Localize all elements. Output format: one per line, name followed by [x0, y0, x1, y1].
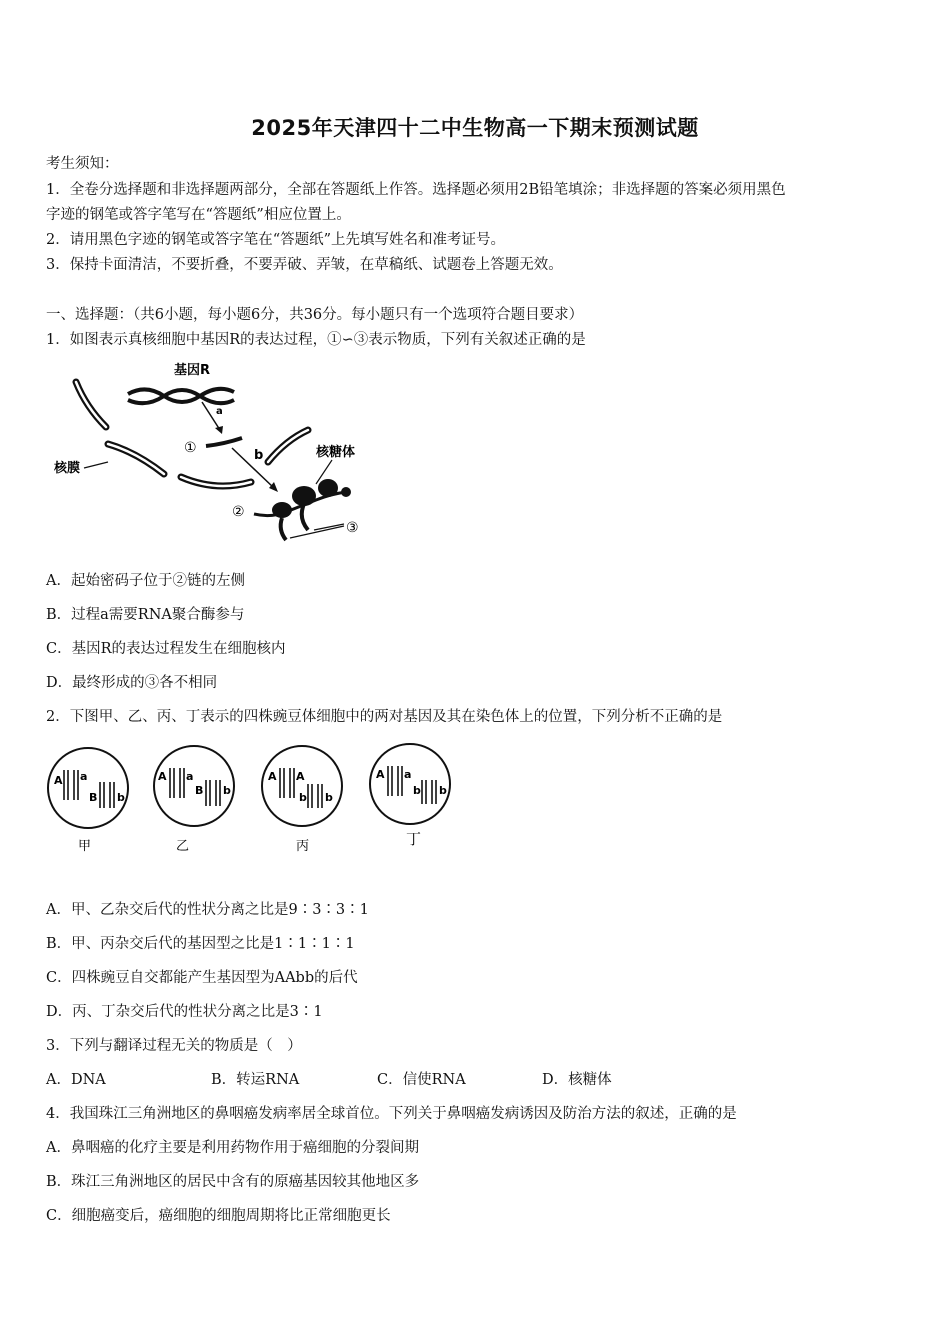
gene-label: B: [89, 791, 98, 804]
notice-item-1-cont: 字迹的钢笔或答字笔写在“答题纸”相应位置上。: [46, 207, 351, 223]
polypeptide: [302, 504, 308, 530]
cell-ding: [370, 744, 450, 848]
gene-label: b: [325, 791, 333, 804]
gene-label: a: [80, 770, 88, 783]
gene-label: B: [195, 784, 204, 797]
cell-yi: [154, 746, 234, 854]
gene-label: A: [296, 770, 305, 783]
nuclear-membrane-label: 核膜: [54, 461, 81, 476]
question-4-option-c: C．细胞癌变后，癌细胞的细胞周期将比正常细胞更长: [46, 1208, 391, 1224]
question-1-stem: 1．如图表示真核细胞中基因R的表达过程，①∽③表示物质，下列有关叙述正确的是: [46, 332, 586, 348]
material-3-label: ③: [346, 520, 359, 536]
question-2-option-a: A．甲、乙杂交后代的性状分离之比是9∶3∶3∶1: [46, 902, 369, 918]
question-4-option-b: B．珠江三角洲地区的居民中含有的原癌基因较其他地区多: [46, 1174, 420, 1190]
nuclear-membrane-segment: [76, 382, 106, 427]
question-1-option-b: B．过程a需要RNA聚合酶参与: [46, 607, 245, 623]
gene-label: b: [117, 791, 125, 804]
ribosome-shape: [292, 486, 316, 506]
question-1-option-c: C．基因R的表达过程发生在细胞核内: [46, 641, 286, 657]
ribosome-shape: [272, 502, 292, 518]
question-3-option-a: A．DNA: [46, 1072, 106, 1088]
polypeptide: [281, 518, 286, 540]
notice-item-2: 2．请用黑色字迹的钢笔或答字笔在“答题纸”上先填写姓名和准考证号。: [46, 232, 506, 248]
page-title: 2025年天津四十二中生物高一下期末预测试题: [251, 116, 699, 140]
gene-label: A: [158, 770, 167, 783]
question-3-option-b: B．转运RNA: [211, 1072, 300, 1088]
notice-item-1: 1．全卷分选择题和非选择题两部分，全部在答题纸上作答。选择题必须用2B铅笔填涂；非选择题的答案必须用黑色: [46, 182, 786, 198]
cell-name-ding: 丁: [406, 830, 422, 848]
gene-label: b: [223, 784, 231, 797]
gene-label: A: [54, 774, 63, 787]
question-4-option-a: A．鼻咽癌的化疗主要是利用药物作用于癌细胞的分裂间期: [46, 1140, 419, 1156]
cell-name-bing: 丙: [296, 839, 310, 854]
nuclear-membrane-segment: [268, 430, 308, 462]
gene-expression-figure: [46, 352, 386, 548]
ribosome-shape: [318, 479, 338, 497]
question-1-option-a: A．起始密码子位于②链的左侧: [46, 573, 245, 589]
process-a-label: a: [216, 406, 223, 417]
question-2-stem: 2．下图甲、乙、丙、丁表示的四株豌豆体细胞中的两对基因及其在染色体上的位置，下列分析不正确的是: [46, 709, 723, 725]
question-2-option-b: B．甲、丙杂交后代的基因型之比是1∶1∶1∶1: [46, 936, 355, 952]
gene-label: b: [439, 784, 447, 797]
notice-item-3: 3．保持卡面清洁，不要折叠，不要弄破、弄皱，在草稿纸、试题卷上答题无效。: [46, 257, 563, 273]
question-4-stem: 4．我国珠江三角洲地区的鼻咽癌发病率居全球首位。下列关于鼻咽癌发病诱因及防治方法的叙述，正确的是: [46, 1106, 737, 1122]
cell-name-jia: 甲: [78, 839, 92, 854]
question-1-option-d: D．最终形成的③各不相同: [46, 675, 218, 691]
gene-label: A: [268, 770, 277, 783]
notice-heading: 考生须知：: [46, 156, 119, 172]
gene-label: a: [186, 770, 194, 783]
question-3-option-d: D．核糖体: [542, 1072, 612, 1088]
question-3-stem: 3．下列与翻译过程无关的物质是（ ）: [46, 1038, 302, 1054]
process-b-label: b: [254, 448, 264, 463]
mrna-strand: [206, 438, 242, 446]
gene-r-label: 基因R: [174, 363, 211, 378]
ribosome-label: 核糖体: [316, 445, 356, 460]
gene-label: A: [376, 768, 385, 781]
cell-name-yi: 乙: [176, 839, 190, 854]
gene-label: a: [404, 768, 412, 781]
question-2-option-c: C．四株豌豆自交都能产生基因型为AAbb的后代: [46, 970, 358, 986]
cell-bing: [262, 746, 342, 854]
cell-jia: [48, 748, 128, 854]
material-1-label: ①: [184, 440, 197, 456]
question-3-option-c: C．信使RNA: [377, 1072, 466, 1088]
pea-cells-figure: [44, 740, 464, 858]
gene-label: b: [413, 784, 421, 797]
section-heading: 一、选择题：（共6小题，每小题6分，共36分。每小题只有一个选项符合题目要求）: [46, 307, 584, 323]
question-2-option-d: D．丙、丁杂交后代的性状分离之比是3∶1: [46, 1004, 323, 1020]
gene-label: b: [299, 791, 307, 804]
material-2-label: ②: [232, 504, 245, 520]
nuclear-membrane-segment: [108, 444, 164, 474]
